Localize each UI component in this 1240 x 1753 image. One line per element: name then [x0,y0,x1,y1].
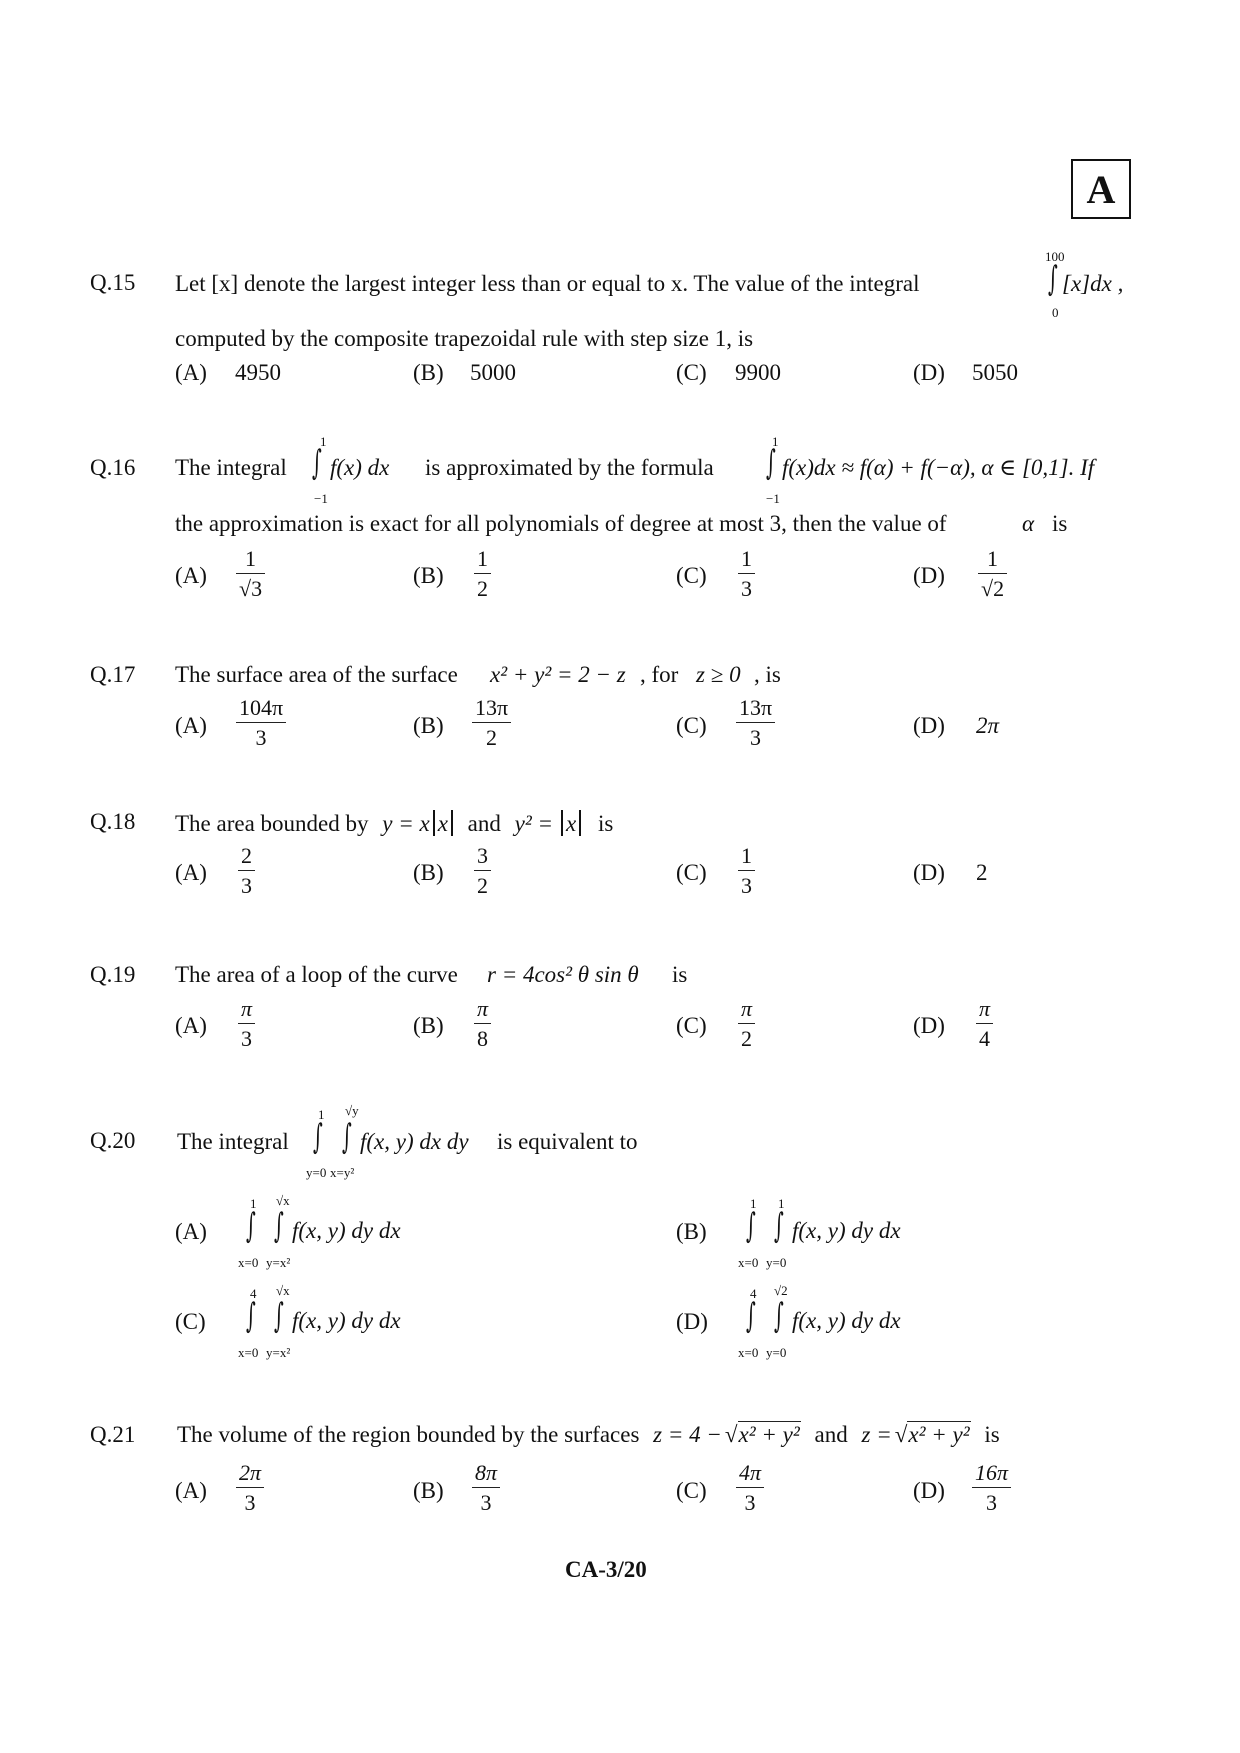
option-b-label: (B) [413,713,444,738]
numerator: π [741,996,753,1021]
denominator: 3 [480,1490,492,1515]
abs-bar-icon [579,810,581,836]
denominator: 2 [477,576,488,601]
integral-upper-limit: 1 [772,434,779,449]
question-stem-end: is [1052,511,1068,536]
option-c-label: (C) [676,860,707,885]
surface-1-radicand: x² + y² [738,1422,800,1447]
inner-upper-limit: √y [345,1103,359,1118]
outer-upper-limit: 1 [750,1196,757,1211]
numerator: 104π [239,695,284,720]
option-c-label: (C) [676,360,707,385]
question-stem-middle: is approximated by the formula [425,455,714,480]
option-c-fraction [736,697,775,749]
option-b-label: (B) [413,860,444,885]
question-stem-middle: , for [640,662,679,687]
sqrt-icon: √ [724,1422,738,1447]
option-a-label: (A) [175,563,207,588]
inner-lower-limit: y=x² [266,1345,291,1360]
numerator: 4π [739,1460,762,1485]
numerator: 1 [741,843,752,868]
option-a-label: (A) [175,860,207,885]
integrand: f(x, y) dy dx [792,1308,901,1333]
question-stem: The area of a loop of the curve [175,962,458,987]
option-c-fraction [738,845,755,897]
paper-set-badge: A [1071,159,1131,219]
integrand: f(x, y) dx dy [360,1129,469,1154]
question-stem [175,810,613,836]
curve-equation: r = 4cos² θ sin θ [487,962,639,987]
denominator: 2 [741,1026,753,1051]
question-stem: The surface area of the surface [175,662,458,687]
curve-1-abs: x [437,811,448,836]
option-b-value: 5000 [470,360,516,385]
option-d-value: 2 [976,860,988,885]
option-d-label: (D) [913,1478,945,1503]
denominator: 3 [741,576,752,601]
option-a-fraction [238,845,255,897]
option-a-fraction [236,697,286,749]
numerator: 1 [987,546,999,571]
inner-lower-limit: y=0 [766,1255,787,1270]
inner-upper-limit: √2 [774,1283,788,1298]
option-d-value: 2π [976,713,1000,738]
integrand: f(x, y) dy dx [292,1218,401,1243]
numerator: 1 [245,546,257,571]
option-d-label: (D) [913,360,945,385]
numerator: 2π [239,1460,262,1485]
numerator: 16π [975,1460,1009,1485]
option-c-label: (C) [175,1309,206,1334]
integrand: [x]dx , [1062,271,1124,296]
option-b-label: (B) [676,1219,707,1244]
numerator: π [477,996,489,1021]
outer-upper-limit: 4 [750,1286,757,1301]
question-stem [177,1423,1000,1446]
stem-text: The volume of the region bounded by the surfaces [177,1422,640,1447]
inner-lower-limit: x=y² [330,1165,355,1180]
denominator: 3 [986,1490,998,1515]
abs-bar-icon [433,810,435,836]
question-number: Q.21 [90,1422,136,1447]
question-number: Q.18 [90,809,136,834]
integrand: f(x)dx ≈ f(α) + f(−α), α ∈ [0,1]. If [782,455,1095,480]
denominator: 3 [744,1490,756,1515]
abs-bar-icon [561,810,563,836]
option-b-label: (B) [413,1013,444,1038]
question-stem: The integral [175,455,287,480]
denominator: √2 [981,576,1005,601]
integral-sign-icon: ∫ [766,443,776,483]
option-b-fraction [474,998,491,1050]
option-b-label: (B) [413,360,444,385]
integral-sign-icon: ∫ [274,1296,284,1336]
option-d-label: (D) [913,563,945,588]
option-d-value: 5050 [972,360,1018,385]
outer-upper-limit: 4 [250,1286,257,1301]
denominator: 3 [255,725,267,750]
denominator: 8 [477,1026,489,1051]
denominator: 3 [241,873,252,898]
integrand: f(x, y) dy dx [292,1308,401,1333]
denominator: √3 [239,576,263,601]
integral-sign-icon: ∫ [246,1206,256,1246]
surface-2-radicand: x² + y² [908,1422,970,1447]
stem-and: and [814,1422,848,1447]
option-b-fraction [472,1462,500,1514]
option-a-label: (A) [175,1219,207,1244]
numerator: 1 [477,546,488,571]
option-c-value: 9900 [735,360,781,385]
outer-lower-limit: x=0 [238,1345,259,1360]
outer-lower-limit: x=0 [238,1255,259,1270]
option-c-label: (C) [676,563,707,588]
option-c-fraction [738,998,755,1050]
curve-2-lhs: y² = [514,811,554,836]
option-c-fraction [738,548,755,600]
option-b-label: (B) [413,1478,444,1503]
inner-upper-limit: √x [276,1193,290,1208]
integral-upper-limit: 100 [1045,249,1065,264]
question-stem-continued: the approximation is exact for all polynomials of degree at most 3, then the value of [175,511,947,536]
question-number: Q.15 [90,270,136,295]
question-stem-end: is equivalent to [497,1129,638,1154]
integral-sign-icon: ∫ [774,1206,784,1246]
integral-lower-limit: −1 [766,491,780,506]
inner-upper-limit: √x [276,1283,290,1298]
question-number: Q.17 [90,662,136,687]
denominator: 4 [979,1026,991,1051]
option-b-fraction [474,548,491,600]
integral-sign-icon: ∫ [312,443,322,483]
integral-sign-icon: ∫ [1048,259,1058,299]
inner-upper-limit: 1 [778,1196,785,1211]
stem-and: and [467,811,501,836]
numerator: π [241,996,253,1021]
integral-sign-icon: ∫ [746,1296,756,1336]
question-stem: Let [x] denote the largest integer less than or equal to x. The value of the integral [175,271,920,296]
numerator: 8π [475,1460,498,1485]
numerator: 3 [477,843,488,868]
integral-sign-icon: ∫ [774,1296,784,1336]
option-d-fraction [976,998,993,1050]
option-a-fraction [236,1462,264,1514]
stem-text: The area bounded by [175,811,369,836]
option-c-label: (C) [676,713,707,738]
inner-lower-limit: y=x² [266,1255,291,1270]
option-d-label: (D) [676,1309,708,1334]
option-a-value: 4950 [235,360,281,385]
page-footer: CA-3/20 [565,1557,647,1582]
denominator: 3 [750,725,762,750]
question-stem: The integral [177,1129,289,1154]
denominator: 3 [741,873,752,898]
outer-upper-limit: 1 [250,1196,257,1211]
option-d-fraction [978,548,1007,600]
option-d-label: (D) [913,860,945,885]
option-c-fraction [736,1462,764,1514]
denominator: 3 [244,1490,256,1515]
option-b-fraction [472,697,511,749]
integral-upper-limit: 1 [320,434,327,449]
outer-lower-limit: x=0 [738,1345,759,1360]
integrand: f(x) dx [330,455,390,480]
question-number: Q.16 [90,455,136,480]
option-a-label: (A) [175,713,207,738]
curve-2-abs: x [566,811,577,836]
integrand: f(x, y) dy dx [792,1218,901,1243]
numerator: 2 [241,843,252,868]
stem-is: is [984,1422,1000,1447]
outer-lower-limit: x=0 [738,1255,759,1270]
sqrt-icon: √ [894,1422,908,1447]
option-c-label: (C) [676,1013,707,1038]
option-a-label: (A) [175,360,207,385]
option-d-fraction [972,1462,1011,1514]
integral-sign-icon: ∫ [342,1117,352,1157]
option-a-label: (A) [175,1013,207,1038]
outer-upper-limit: 1 [318,1107,325,1122]
abs-bar-icon [451,810,453,836]
option-a-fraction [236,548,265,600]
integral-sign-icon: ∫ [246,1296,256,1336]
question-stem-continued: computed by the composite trapezoidal rule with step size 1, is [175,326,754,351]
option-b-label: (B) [413,563,444,588]
condition: z ≥ 0 [696,662,741,687]
integral-lower-limit: 0 [1052,305,1059,320]
surface-1-lhs: z = 4 − [653,1422,722,1447]
option-a-fraction [238,998,255,1050]
option-b-fraction [474,845,491,897]
option-d-label: (D) [913,1013,945,1038]
integral-lower-limit: −1 [314,491,328,506]
denominator: 2 [477,873,488,898]
integral-sign-icon: ∫ [274,1206,284,1246]
question-stem-end: is [672,962,688,987]
surface-equation: x² + y² = 2 − z [490,662,626,687]
integral-sign-icon: ∫ [746,1206,756,1246]
question-stem-end: , is [754,662,781,687]
numerator: π [979,996,991,1021]
option-c-label: (C) [676,1478,707,1503]
stem-is: is [597,811,614,836]
question-number: Q.20 [90,1128,136,1153]
inner-lower-limit: y=0 [766,1345,787,1360]
surface-2-lhs: z = [861,1422,892,1447]
question-number: Q.19 [90,962,136,987]
numerator: 1 [741,546,752,571]
denominator: 3 [241,1026,253,1051]
curve-1-lhs: y = x [382,811,430,836]
integral-sign-icon: ∫ [313,1117,323,1157]
numerator: 13π [739,695,773,720]
option-d-label: (D) [913,713,945,738]
alpha-symbol: α [1022,511,1035,536]
denominator: 2 [486,725,498,750]
option-a-label: (A) [175,1478,207,1503]
outer-lower-limit: y=0 [306,1165,327,1180]
numerator: 13π [475,695,509,720]
